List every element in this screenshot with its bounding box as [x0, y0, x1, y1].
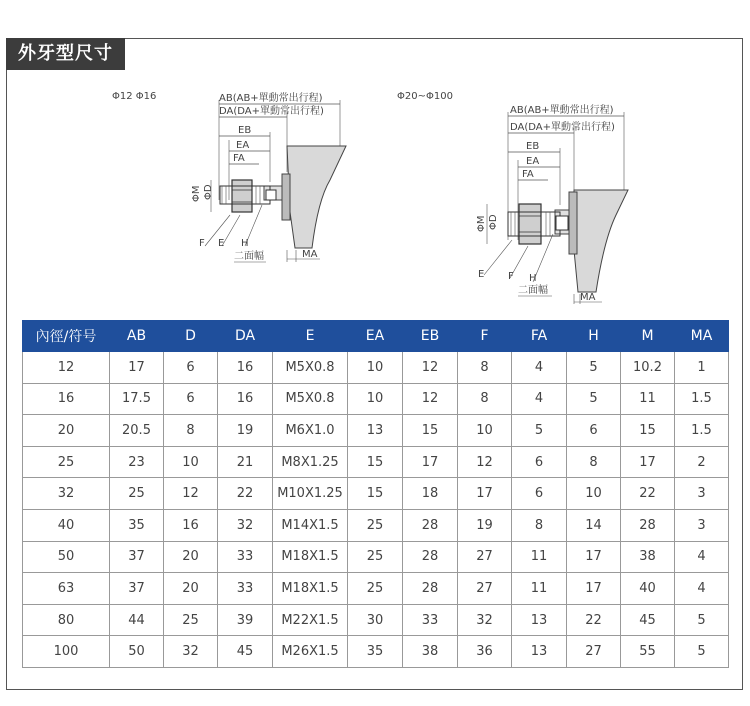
- small-f-label: F: [199, 238, 205, 249]
- table-cell: 50: [23, 541, 110, 573]
- table-row: [23, 446, 729, 478]
- table-cell: 44: [110, 604, 164, 636]
- table-cell: 16: [218, 383, 273, 415]
- small-flats-label: 二面幅: [234, 251, 264, 262]
- table-cell: 80: [23, 604, 110, 636]
- table-cell: 27: [458, 541, 512, 573]
- table-cell: 22: [218, 478, 273, 510]
- section-title: 外牙型尺寸: [6, 38, 125, 70]
- column-header: AB: [110, 321, 164, 352]
- table-row: [23, 352, 729, 384]
- column-header: F: [458, 321, 512, 352]
- large-eb-label: EB: [526, 141, 540, 152]
- table-cell: 12: [458, 446, 512, 478]
- large-flats-label: 二面幅: [518, 285, 548, 296]
- column-header: M: [621, 321, 675, 352]
- table-cell: 55: [621, 636, 675, 668]
- table-cell: 16: [23, 383, 110, 415]
- table-cell: 10.2: [621, 352, 675, 384]
- table-cell: 27: [458, 573, 512, 605]
- column-header: DA: [218, 321, 273, 352]
- large-e-label: E: [478, 269, 485, 280]
- table-cell: 17: [567, 573, 621, 605]
- table-row: [23, 636, 729, 668]
- table-cell: 17: [458, 478, 512, 510]
- table-cell: 38: [621, 541, 675, 573]
- table-cell: 6: [512, 446, 567, 478]
- table-cell: 14: [567, 509, 621, 541]
- small-ma-label: MA: [302, 249, 318, 260]
- table-cell: 4: [512, 383, 567, 415]
- table-row: [23, 573, 729, 605]
- table-cell: 20: [23, 415, 110, 447]
- small-ab-label: AB(AB+單動常出行程): [219, 93, 323, 104]
- column-header: EA: [348, 321, 403, 352]
- table-cell: 20: [164, 573, 218, 605]
- table-cell: 10: [567, 478, 621, 510]
- table-cell: 4: [675, 573, 729, 605]
- column-header: D: [164, 321, 218, 352]
- dimension-diagrams: [0, 0, 750, 320]
- table-cell: 4: [675, 541, 729, 573]
- small-eb-label: EB: [238, 125, 252, 136]
- table-cell: 11: [512, 573, 567, 605]
- small-size-label: Φ12 Φ16: [112, 91, 157, 102]
- table-cell: 33: [218, 573, 273, 605]
- dimension-table: [22, 320, 729, 668]
- table-cell: 33: [218, 541, 273, 573]
- table-cell: 10: [348, 383, 403, 415]
- table-cell: 19: [458, 509, 512, 541]
- table-cell: M14X1.5: [273, 509, 348, 541]
- table-cell: 22: [621, 478, 675, 510]
- table-cell: 25: [110, 478, 164, 510]
- table-cell: 100: [23, 636, 110, 668]
- table-cell: 20: [164, 541, 218, 573]
- table-cell: 45: [218, 636, 273, 668]
- table-cell: 17.5: [110, 383, 164, 415]
- table-row: [23, 509, 729, 541]
- column-header: 內徑/符号: [23, 321, 110, 352]
- table-cell: M5X0.8: [273, 352, 348, 384]
- small-da-label: DA(DA+單動常出行程): [219, 106, 324, 117]
- table-cell: 6: [512, 478, 567, 510]
- table-row: [23, 383, 729, 415]
- table-cell: 8: [458, 383, 512, 415]
- diagram-large: [397, 91, 628, 304]
- diagram-small: [112, 91, 346, 262]
- table-cell: 16: [164, 509, 218, 541]
- table-cell: 1.5: [675, 383, 729, 415]
- large-ea-label: EA: [526, 156, 540, 167]
- table-row: [23, 478, 729, 510]
- table-cell: 8: [164, 415, 218, 447]
- table-cell: 28: [403, 541, 458, 573]
- large-d-label: ΦD: [488, 214, 499, 230]
- table-cell: 15: [621, 415, 675, 447]
- table-cell: M10X1.25: [273, 478, 348, 510]
- table-cell: 12: [23, 352, 110, 384]
- table-cell: 63: [23, 573, 110, 605]
- table-cell: 3: [675, 509, 729, 541]
- table-cell: 17: [110, 352, 164, 384]
- table-cell: 25: [23, 446, 110, 478]
- table-cell: 19: [218, 415, 273, 447]
- table-cell: 8: [512, 509, 567, 541]
- table-cell: 5: [675, 604, 729, 636]
- small-d-label: ΦD: [203, 184, 214, 200]
- table-cell: 25: [348, 573, 403, 605]
- table-cell: 17: [403, 446, 458, 478]
- table-cell: 12: [164, 478, 218, 510]
- large-ab-label: AB(AB+單動常出行程): [510, 105, 614, 116]
- table-row: [23, 604, 729, 636]
- table-cell: 27: [567, 636, 621, 668]
- table-cell: 20.5: [110, 415, 164, 447]
- table-cell: 35: [348, 636, 403, 668]
- table-cell: 13: [512, 604, 567, 636]
- table-cell: 15: [348, 446, 403, 478]
- large-h-label: H: [529, 273, 537, 284]
- table-cell: M26X1.5: [273, 636, 348, 668]
- large-size-label: Φ20~Φ100: [397, 91, 453, 102]
- table-cell: 2: [675, 446, 729, 478]
- table-cell: 32: [23, 478, 110, 510]
- table-cell: 10: [164, 446, 218, 478]
- table-cell: 37: [110, 573, 164, 605]
- table-cell: 45: [621, 604, 675, 636]
- table-cell: 37: [110, 541, 164, 573]
- table-cell: 25: [348, 509, 403, 541]
- small-ea-label: EA: [236, 140, 250, 151]
- table-cell: 16: [218, 352, 273, 384]
- table-cell: 5: [567, 352, 621, 384]
- large-ma-label: MA: [580, 292, 596, 303]
- table-cell: 23: [110, 446, 164, 478]
- table-cell: 15: [348, 478, 403, 510]
- large-fa-label: FA: [522, 169, 534, 180]
- table-cell: 12: [403, 352, 458, 384]
- small-h-label: H: [241, 238, 249, 249]
- table-cell: M8X1.25: [273, 446, 348, 478]
- table-cell: 21: [218, 446, 273, 478]
- table-cell: 5: [567, 383, 621, 415]
- table-cell: 5: [512, 415, 567, 447]
- column-header: E: [273, 321, 348, 352]
- column-header: FA: [512, 321, 567, 352]
- table-cell: 25: [164, 604, 218, 636]
- small-e-label: E: [218, 238, 225, 249]
- table-cell: M5X0.8: [273, 383, 348, 415]
- table-cell: 40: [23, 509, 110, 541]
- table-cell: 28: [403, 509, 458, 541]
- table-cell: 3: [675, 478, 729, 510]
- column-header: MA: [675, 321, 729, 352]
- large-f-label: F: [508, 271, 514, 282]
- table-cell: 8: [458, 352, 512, 384]
- table-body: [23, 352, 729, 668]
- column-header: EB: [403, 321, 458, 352]
- table-cell: 39: [218, 604, 273, 636]
- large-da-label: DA(DA+單動常出行程): [510, 122, 615, 133]
- large-m-label: ΦM: [476, 215, 487, 232]
- table-cell: 1: [675, 352, 729, 384]
- table-cell: 32: [458, 604, 512, 636]
- table-cell: 32: [218, 509, 273, 541]
- small-m-label: ΦM: [191, 185, 202, 202]
- table-cell: 30: [348, 604, 403, 636]
- table-cell: 36: [458, 636, 512, 668]
- column-header: H: [567, 321, 621, 352]
- table-cell: 25: [348, 541, 403, 573]
- table-cell: 8: [567, 446, 621, 478]
- table-cell: 6: [567, 415, 621, 447]
- table-cell: 18: [403, 478, 458, 510]
- table-cell: 33: [403, 604, 458, 636]
- small-fa-label: FA: [233, 153, 245, 164]
- table-cell: M22X1.5: [273, 604, 348, 636]
- table-cell: 22: [567, 604, 621, 636]
- table-cell: M18X1.5: [273, 541, 348, 573]
- table-row: [23, 541, 729, 573]
- table-cell: 6: [164, 352, 218, 384]
- table-cell: 17: [567, 541, 621, 573]
- table-cell: 12: [403, 383, 458, 415]
- table-cell: 38: [403, 636, 458, 668]
- table-cell: 11: [512, 541, 567, 573]
- table-cell: 4: [512, 352, 567, 384]
- table-cell: M18X1.5: [273, 573, 348, 605]
- table-cell: M6X1.0: [273, 415, 348, 447]
- table-header-row: [23, 321, 729, 352]
- table-cell: 28: [403, 573, 458, 605]
- table-cell: 10: [348, 352, 403, 384]
- table-cell: 28: [621, 509, 675, 541]
- table-cell: 32: [164, 636, 218, 668]
- table-cell: 5: [675, 636, 729, 668]
- table-cell: 6: [164, 383, 218, 415]
- table-cell: 35: [110, 509, 164, 541]
- table-cell: 10: [458, 415, 512, 447]
- table-cell: 11: [621, 383, 675, 415]
- table-cell: 17: [621, 446, 675, 478]
- table-cell: 40: [621, 573, 675, 605]
- table-cell: 50: [110, 636, 164, 668]
- table-row: [23, 415, 729, 447]
- table-cell: 13: [348, 415, 403, 447]
- table-cell: 13: [512, 636, 567, 668]
- table-cell: 1.5: [675, 415, 729, 447]
- table-cell: 15: [403, 415, 458, 447]
